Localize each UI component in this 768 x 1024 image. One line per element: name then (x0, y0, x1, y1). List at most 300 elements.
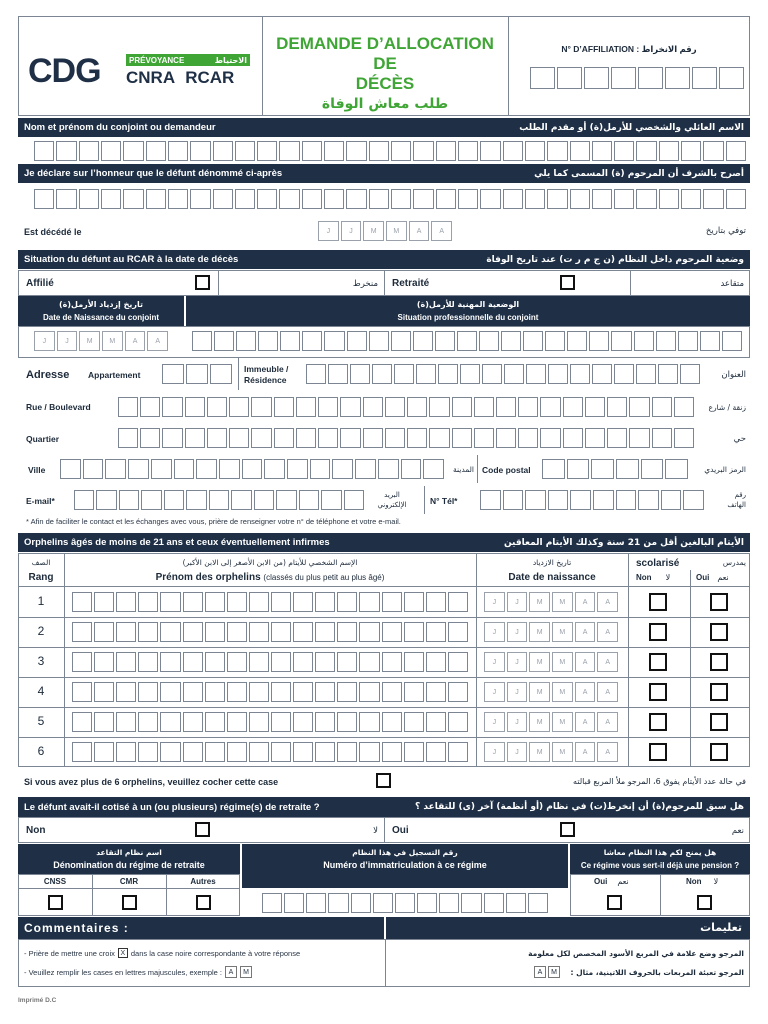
char-cell[interactable] (249, 682, 269, 702)
char-cell[interactable] (426, 742, 446, 762)
char-cell[interactable] (665, 67, 690, 89)
char-cell[interactable] (703, 141, 723, 161)
date-cell[interactable]: M (529, 742, 550, 762)
char-cell[interactable] (293, 652, 313, 672)
date-cell[interactable]: A (575, 622, 596, 642)
char-cell[interactable] (350, 364, 370, 384)
char-cell[interactable] (209, 490, 229, 510)
char-cell[interactable] (404, 622, 424, 642)
char-cell[interactable] (183, 712, 203, 732)
char-cell[interactable] (116, 592, 136, 612)
char-cell[interactable] (629, 428, 649, 448)
char-cell[interactable] (337, 742, 357, 762)
char-cell[interactable] (378, 459, 399, 479)
char-cell[interactable] (79, 189, 99, 209)
char-cell[interactable] (227, 712, 247, 732)
char-cell[interactable] (719, 67, 744, 89)
char-cell[interactable] (692, 67, 717, 89)
orphan-scol-non-checkbox[interactable] (649, 623, 667, 641)
char-cell[interactable] (373, 893, 393, 913)
char-cell[interactable] (413, 141, 433, 161)
char-cell[interactable] (351, 893, 371, 913)
char-cell[interactable] (34, 189, 54, 209)
date-cell[interactable]: A (147, 331, 168, 351)
char-cell[interactable] (570, 141, 590, 161)
char-cell[interactable] (382, 682, 402, 702)
char-cell[interactable] (592, 189, 612, 209)
char-cell[interactable] (458, 189, 478, 209)
char-cell[interactable] (207, 428, 227, 448)
char-cell[interactable] (174, 459, 195, 479)
char-cell[interactable] (271, 652, 291, 672)
char-cell[interactable] (417, 893, 437, 913)
char-cell[interactable] (501, 331, 521, 351)
orphan-name-input[interactable] (72, 742, 468, 762)
date-cell[interactable]: A (575, 742, 596, 762)
char-cell[interactable] (674, 428, 694, 448)
date-cell[interactable]: M (552, 682, 573, 702)
char-cell[interactable] (254, 490, 274, 510)
char-cell[interactable] (382, 712, 402, 732)
char-cell[interactable] (116, 622, 136, 642)
char-cell[interactable] (94, 652, 114, 672)
char-cell[interactable] (395, 893, 415, 913)
char-cell[interactable] (249, 742, 269, 762)
char-cell[interactable] (369, 189, 389, 209)
char-cell[interactable] (480, 189, 500, 209)
char-cell[interactable] (242, 459, 263, 479)
date-cell[interactable]: A (575, 592, 596, 612)
char-cell[interactable] (404, 652, 424, 672)
char-cell[interactable] (557, 67, 582, 89)
char-cell[interactable] (436, 189, 456, 209)
char-cell[interactable] (213, 189, 233, 209)
date-cell[interactable]: M (529, 682, 550, 702)
char-cell[interactable] (160, 622, 180, 642)
char-cell[interactable] (249, 652, 269, 672)
char-cell[interactable] (315, 592, 335, 612)
char-cell[interactable] (160, 742, 180, 762)
code-postal-input[interactable] (542, 459, 688, 479)
char-cell[interactable] (479, 331, 499, 351)
char-cell[interactable] (337, 592, 357, 612)
char-cell[interactable] (460, 364, 480, 384)
date-cell[interactable]: J (507, 712, 528, 732)
date-cell[interactable]: A (597, 622, 618, 642)
char-cell[interactable] (118, 397, 138, 417)
orphan-birth-date-input[interactable] (484, 742, 618, 762)
char-cell[interactable] (391, 189, 411, 209)
char-cell[interactable] (680, 364, 700, 384)
char-cell[interactable] (344, 490, 364, 510)
cotise-oui-checkbox[interactable] (560, 822, 575, 837)
char-cell[interactable] (452, 428, 472, 448)
affilie-checkbox[interactable] (195, 275, 210, 290)
char-cell[interactable] (205, 712, 225, 732)
char-cell[interactable] (116, 682, 136, 702)
email-input[interactable] (74, 490, 364, 510)
char-cell[interactable] (249, 592, 269, 612)
char-cell[interactable] (302, 189, 322, 209)
rue-input[interactable] (118, 397, 694, 417)
char-cell[interactable] (448, 742, 468, 762)
char-cell[interactable] (183, 622, 203, 642)
char-cell[interactable] (540, 428, 560, 448)
quartier-input[interactable] (118, 428, 694, 448)
char-cell[interactable] (293, 742, 313, 762)
char-cell[interactable] (659, 189, 679, 209)
char-cell[interactable] (280, 331, 300, 351)
char-cell[interactable] (518, 428, 538, 448)
char-cell[interactable] (636, 141, 656, 161)
char-cell[interactable] (506, 893, 526, 913)
char-cell[interactable] (249, 622, 269, 642)
char-cell[interactable] (96, 490, 116, 510)
date-cell[interactable]: J (484, 742, 505, 762)
date-cell[interactable]: M (79, 331, 100, 351)
char-cell[interactable] (271, 622, 291, 642)
char-cell[interactable] (636, 189, 656, 209)
char-cell[interactable] (448, 592, 468, 612)
char-cell[interactable] (585, 428, 605, 448)
char-cell[interactable] (563, 428, 583, 448)
char-cell[interactable] (340, 397, 360, 417)
char-cell[interactable] (593, 490, 614, 510)
char-cell[interactable] (563, 397, 583, 417)
orphan-name-input[interactable] (72, 712, 468, 732)
char-cell[interactable] (160, 712, 180, 732)
date-cell[interactable]: J (341, 221, 362, 241)
char-cell[interactable] (503, 141, 523, 161)
char-cell[interactable] (407, 428, 427, 448)
char-cell[interactable] (315, 652, 335, 672)
char-cell[interactable] (518, 397, 538, 417)
date-cell[interactable]: A (597, 652, 618, 672)
char-cell[interactable] (482, 364, 502, 384)
char-cell[interactable] (192, 331, 212, 351)
char-cell[interactable] (183, 592, 203, 612)
char-cell[interactable] (652, 397, 672, 417)
char-cell[interactable] (94, 622, 114, 642)
date-cell[interactable]: M (529, 622, 550, 642)
char-cell[interactable] (638, 67, 663, 89)
retraite-checkbox[interactable] (560, 275, 575, 290)
char-cell[interactable] (160, 652, 180, 672)
char-cell[interactable] (284, 893, 304, 913)
char-cell[interactable] (484, 893, 504, 913)
char-cell[interactable] (448, 622, 468, 642)
char-cell[interactable] (614, 364, 634, 384)
char-cell[interactable] (94, 592, 114, 612)
date-cell[interactable]: A (431, 221, 452, 241)
char-cell[interactable] (382, 742, 402, 762)
char-cell[interactable] (94, 712, 114, 732)
char-cell[interactable] (592, 141, 612, 161)
char-cell[interactable] (231, 490, 251, 510)
char-cell[interactable] (315, 712, 335, 732)
char-cell[interactable] (138, 712, 158, 732)
char-cell[interactable] (359, 682, 379, 702)
char-cell[interactable] (404, 742, 424, 762)
char-cell[interactable] (293, 682, 313, 702)
char-cell[interactable] (545, 331, 565, 351)
char-cell[interactable] (614, 189, 634, 209)
date-cell[interactable]: J (484, 592, 505, 612)
date-cell[interactable]: M (529, 592, 550, 612)
char-cell[interactable] (607, 397, 627, 417)
char-cell[interactable] (328, 364, 348, 384)
char-cell[interactable] (116, 652, 136, 672)
char-cell[interactable] (382, 652, 402, 672)
char-cell[interactable] (146, 189, 166, 209)
char-cell[interactable] (407, 397, 427, 417)
char-cell[interactable] (183, 682, 203, 702)
char-cell[interactable] (274, 428, 294, 448)
char-cell[interactable] (567, 459, 590, 479)
char-cell[interactable] (56, 189, 76, 209)
char-cell[interactable] (141, 490, 161, 510)
char-cell[interactable] (480, 141, 500, 161)
char-cell[interactable] (404, 592, 424, 612)
char-cell[interactable] (474, 428, 494, 448)
char-cell[interactable] (105, 459, 126, 479)
char-cell[interactable] (359, 622, 379, 642)
orphan-name-input[interactable] (72, 652, 468, 672)
affiliation-input[interactable] (530, 67, 744, 89)
char-cell[interactable] (162, 364, 184, 384)
char-cell[interactable] (219, 459, 240, 479)
orphan-scol-oui-checkbox[interactable] (710, 623, 728, 641)
char-cell[interactable] (118, 428, 138, 448)
date-cell[interactable]: J (57, 331, 78, 351)
char-cell[interactable] (72, 682, 92, 702)
char-cell[interactable] (413, 189, 433, 209)
ville-input[interactable] (60, 459, 444, 479)
appartement-input[interactable] (162, 364, 232, 384)
char-cell[interactable] (271, 712, 291, 732)
char-cell[interactable] (207, 397, 227, 417)
char-cell[interactable] (525, 490, 546, 510)
char-cell[interactable] (611, 331, 631, 351)
char-cell[interactable] (213, 141, 233, 161)
char-cell[interactable] (140, 428, 160, 448)
date-cell[interactable]: A (597, 742, 618, 762)
cotise-non-checkbox[interactable] (195, 822, 210, 837)
char-cell[interactable] (229, 397, 249, 417)
char-cell[interactable] (547, 189, 567, 209)
date-cell[interactable]: J (484, 682, 505, 702)
orphan-birth-date-input[interactable] (484, 682, 618, 702)
char-cell[interactable] (359, 592, 379, 612)
date-cell[interactable]: J (507, 652, 528, 672)
char-cell[interactable] (382, 592, 402, 612)
date-cell[interactable]: J (34, 331, 55, 351)
char-cell[interactable] (638, 490, 659, 510)
char-cell[interactable] (138, 682, 158, 702)
char-cell[interactable] (391, 141, 411, 161)
char-cell[interactable] (306, 364, 326, 384)
char-cell[interactable] (570, 364, 590, 384)
char-cell[interactable] (346, 189, 366, 209)
char-cell[interactable] (540, 397, 560, 417)
date-cell[interactable]: J (507, 622, 528, 642)
char-cell[interactable] (74, 490, 94, 510)
char-cell[interactable] (146, 141, 166, 161)
char-cell[interactable] (138, 592, 158, 612)
orphan-scol-non-checkbox[interactable] (649, 653, 667, 671)
char-cell[interactable] (385, 428, 405, 448)
char-cell[interactable] (523, 331, 543, 351)
char-cell[interactable] (340, 428, 360, 448)
char-cell[interactable] (665, 459, 688, 479)
date-cell[interactable]: A (597, 592, 618, 612)
char-cell[interactable] (205, 622, 225, 642)
char-cell[interactable] (674, 397, 694, 417)
char-cell[interactable] (116, 712, 136, 732)
char-cell[interactable] (614, 141, 634, 161)
orphan-scol-oui-checkbox[interactable] (710, 713, 728, 731)
date-cell[interactable]: M (363, 221, 384, 241)
char-cell[interactable] (525, 141, 545, 161)
char-cell[interactable] (656, 331, 676, 351)
char-cell[interactable] (504, 364, 524, 384)
cnss-checkbox[interactable] (48, 895, 63, 910)
char-cell[interactable] (548, 490, 569, 510)
date-cell[interactable]: M (102, 331, 123, 351)
char-cell[interactable] (235, 189, 255, 209)
char-cell[interactable] (296, 428, 316, 448)
orphan-name-input[interactable] (72, 682, 468, 702)
date-cell[interactable]: M (386, 221, 407, 241)
char-cell[interactable] (310, 459, 331, 479)
char-cell[interactable] (251, 397, 271, 417)
char-cell[interactable] (185, 428, 205, 448)
char-cell[interactable] (321, 490, 341, 510)
orphan-birth-date-input[interactable] (484, 622, 618, 642)
char-cell[interactable] (525, 189, 545, 209)
pension-non-checkbox[interactable] (697, 895, 712, 910)
defunt-name-input[interactable] (34, 189, 746, 209)
char-cell[interactable] (547, 141, 567, 161)
char-cell[interactable] (363, 397, 383, 417)
orphan-name-input[interactable] (72, 592, 468, 612)
orphan-scol-oui-checkbox[interactable] (710, 593, 728, 611)
char-cell[interactable] (332, 459, 353, 479)
date-cell[interactable]: J (507, 742, 528, 762)
char-cell[interactable] (359, 742, 379, 762)
char-cell[interactable] (227, 622, 247, 642)
char-cell[interactable] (474, 397, 494, 417)
char-cell[interactable] (293, 622, 313, 642)
char-cell[interactable] (404, 682, 424, 702)
char-cell[interactable] (287, 459, 308, 479)
char-cell[interactable] (160, 592, 180, 612)
char-cell[interactable] (616, 490, 637, 510)
char-cell[interactable] (116, 742, 136, 762)
date-cell[interactable]: A (597, 682, 618, 702)
date-cell[interactable]: A (125, 331, 146, 351)
char-cell[interactable] (369, 331, 389, 351)
cmr-checkbox[interactable] (122, 895, 137, 910)
char-cell[interactable] (251, 428, 271, 448)
char-cell[interactable] (123, 189, 143, 209)
char-cell[interactable] (162, 428, 182, 448)
char-cell[interactable] (210, 364, 232, 384)
char-cell[interactable] (101, 189, 121, 209)
orphan-scol-non-checkbox[interactable] (649, 713, 667, 731)
char-cell[interactable] (227, 742, 247, 762)
char-cell[interactable] (205, 682, 225, 702)
char-cell[interactable] (72, 742, 92, 762)
char-cell[interactable] (227, 682, 247, 702)
char-cell[interactable] (276, 490, 296, 510)
char-cell[interactable] (274, 397, 294, 417)
date-cell[interactable]: J (507, 682, 528, 702)
date-cell[interactable]: J (484, 652, 505, 672)
char-cell[interactable] (34, 141, 54, 161)
char-cell[interactable] (652, 428, 672, 448)
char-cell[interactable] (79, 141, 99, 161)
char-cell[interactable] (337, 652, 357, 672)
char-cell[interactable] (164, 490, 184, 510)
char-cell[interactable] (151, 459, 172, 479)
char-cell[interactable] (296, 397, 316, 417)
char-cell[interactable] (318, 397, 338, 417)
date-cell[interactable]: M (552, 652, 573, 672)
char-cell[interactable] (337, 712, 357, 732)
char-cell[interactable] (355, 459, 376, 479)
pension-oui-checkbox[interactable] (607, 895, 622, 910)
conjoint-profession-input[interactable] (192, 331, 742, 351)
char-cell[interactable] (436, 141, 456, 161)
char-cell[interactable] (324, 331, 344, 351)
date-cell[interactable]: M (552, 712, 573, 732)
char-cell[interactable] (452, 397, 472, 417)
date-cell[interactable]: M (552, 592, 573, 612)
char-cell[interactable] (264, 459, 285, 479)
char-cell[interactable] (72, 712, 92, 732)
char-cell[interactable] (659, 141, 679, 161)
char-cell[interactable] (236, 331, 256, 351)
date-cell[interactable]: A (575, 652, 596, 672)
char-cell[interactable] (616, 459, 639, 479)
char-cell[interactable] (249, 712, 269, 732)
char-cell[interactable] (196, 459, 217, 479)
char-cell[interactable] (183, 652, 203, 672)
char-cell[interactable] (526, 364, 546, 384)
char-cell[interactable] (315, 622, 335, 642)
orphan-birth-date-input[interactable] (484, 652, 618, 672)
char-cell[interactable] (299, 490, 319, 510)
char-cell[interactable] (262, 893, 282, 913)
char-cell[interactable] (426, 652, 446, 672)
date-cell[interactable]: J (507, 592, 528, 612)
char-cell[interactable] (235, 141, 255, 161)
char-cell[interactable] (611, 67, 636, 89)
char-cell[interactable] (703, 189, 723, 209)
char-cell[interactable] (318, 428, 338, 448)
orphan-scol-oui-checkbox[interactable] (710, 683, 728, 701)
char-cell[interactable] (458, 141, 478, 161)
char-cell[interactable] (363, 428, 383, 448)
char-cell[interactable] (585, 397, 605, 417)
char-cell[interactable] (257, 141, 277, 161)
char-cell[interactable] (279, 189, 299, 209)
char-cell[interactable] (186, 364, 208, 384)
char-cell[interactable] (435, 331, 455, 351)
date-cell[interactable]: J (318, 221, 339, 241)
date-cell[interactable]: M (552, 622, 573, 642)
